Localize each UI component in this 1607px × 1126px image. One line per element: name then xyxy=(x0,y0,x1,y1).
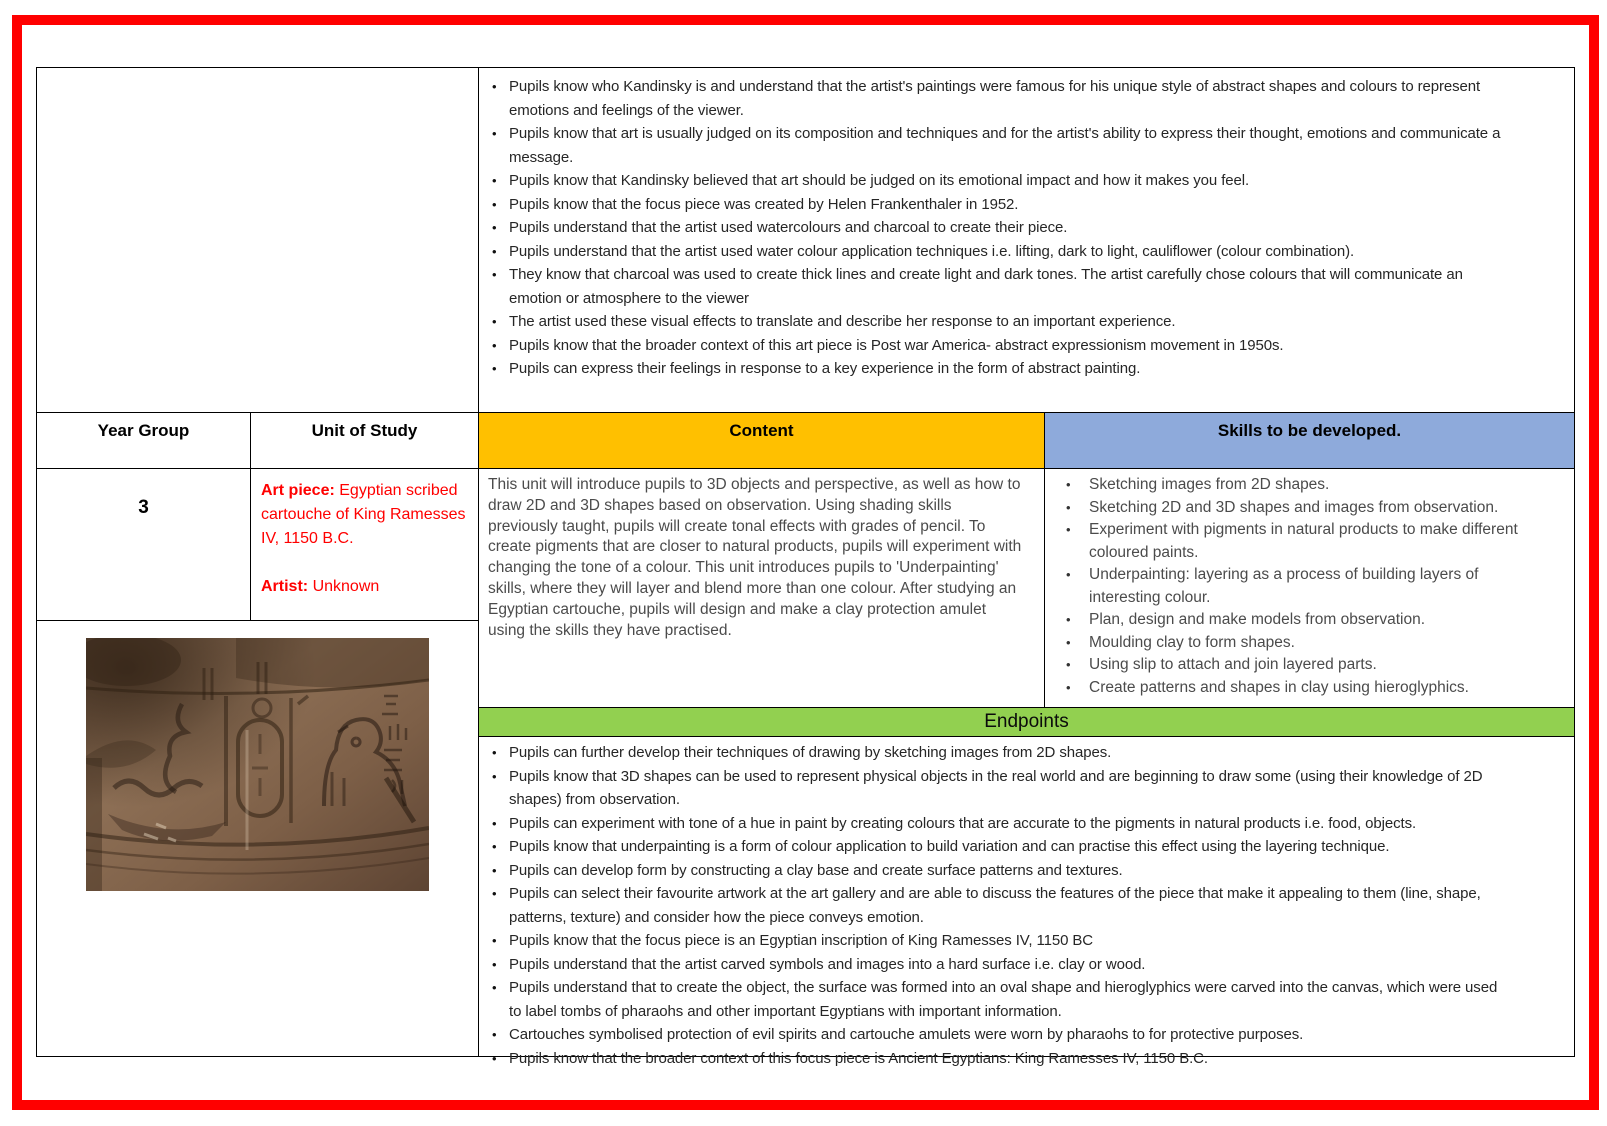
list-item-text: Pupils know that the focus piece is an Egyptian inscription of King Ramesses IV, 1150 BC xyxy=(509,932,1094,949)
list-item-text: They know that charcoal was used to create thick lines and create light and dark tones. The artist carefully chose colours that will communicate an emotion or atmosphere to the viewer xyxy=(509,266,1463,307)
header-skills-label: Skills to be developed. xyxy=(1217,421,1402,440)
list-item xyxy=(479,812,1574,836)
list-item-text: The artist used these visual effects to translate and describe her response to an important experience. xyxy=(509,313,1176,330)
list-item-text: Cartouches symbolised protection of evil spirits and cartouche amulets were worn by pharaohs to for protective purposes. xyxy=(509,1026,1304,1043)
bullet-icon: • xyxy=(1066,657,1071,672)
bullet-icon: • xyxy=(492,173,497,188)
list-item-text: Pupils know that the broader context of this art piece is Post war America- abstract expressionism movement in 1950s. xyxy=(509,336,1284,354)
list-item xyxy=(479,929,1574,953)
header-content-label: Content xyxy=(729,421,794,440)
list-item xyxy=(479,859,1574,883)
content-cell xyxy=(478,468,1045,708)
prior-unit-endpoints-list xyxy=(479,68,1574,381)
bullet-icon: • xyxy=(1066,612,1071,627)
list-item xyxy=(479,216,1574,240)
list-item xyxy=(479,263,1574,310)
skills-cell xyxy=(1044,468,1575,708)
artwork-image-cell xyxy=(36,620,479,1057)
list-item-text: Pupils understand that the artist used watercolours and charcoal to create their piece. xyxy=(509,219,1068,236)
list-item-text: Pupils can develop form by constructing a clay base and create surface patterns and textures. xyxy=(509,861,1123,879)
bullet-icon: • xyxy=(492,933,497,948)
artist-line xyxy=(261,575,472,599)
list-item xyxy=(479,240,1574,264)
content-paragraph: This unit will introduce pupils to 3D objects and perspective, as well as how to draw 2D and 3D shapes based on observation. Using shading skills previously taught, pupils will create tonal effects with grades of pencil. To create pigments that are closer to natural products, pupils will experiment with changing the tone of a colour. This unit introduces pupils to 'Underpainting' skills, where they will layer and blend more than one colour. After studying an Egyptian cartouche, pupils will design and make a clay protection amulet using the skills they have practised. xyxy=(488,476,1022,639)
list-item xyxy=(479,835,1574,859)
list-item-text: Pupils know that underpainting is a form of colour application to build variation and can practise this effect using the layering technique. xyxy=(509,838,1390,855)
bullet-icon: • xyxy=(492,220,497,235)
list-item-text: Experiment with pigments in natural products to make different coloured paints. xyxy=(1089,521,1518,561)
list-item-text: Pupils can express their feelings in response to a key experience in the form of abstract painting. xyxy=(509,360,1141,377)
list-item xyxy=(479,1047,1574,1071)
bullet-icon: • xyxy=(492,361,497,376)
list-item-text: Create patterns and shapes in clay using hieroglyphics. xyxy=(1089,678,1469,696)
endpoints-list xyxy=(479,737,1574,1070)
bullet-icon: • xyxy=(492,980,497,995)
bullet-icon: • xyxy=(492,79,497,94)
bullet-icon: • xyxy=(492,126,497,141)
bullet-icon: • xyxy=(1066,499,1071,515)
bullet-icon: • xyxy=(492,886,497,901)
bullet-icon: • xyxy=(492,243,497,259)
list-item-text: Pupils know that art is usually judged on its composition and techniques and for the artist's ability to express their thought, emotions and communicate a message. xyxy=(509,125,1501,166)
list-item xyxy=(479,75,1574,122)
list-item-text: Pupils know that the focus piece was created by Helen Frankenthaler in 1952. xyxy=(509,195,1019,213)
list-item-text: Pupils know that the broader context of this focus piece is Ancient Egyptians: King Ramesses IV, 1150 B.C. xyxy=(509,1049,1208,1067)
skills-list xyxy=(1045,469,1574,699)
list-item xyxy=(1045,519,1574,564)
bullet-icon: • xyxy=(1066,567,1071,582)
list-item-text: Pupils can select their favourite artwork at the art gallery and are able to discuss the features of the piece that make it appealing to them (line, shape, patterns, texture) and consider how the piece conveys emotion. xyxy=(509,885,1481,926)
artist-text: Unknown xyxy=(312,578,380,595)
header-unit-of-study xyxy=(250,412,479,469)
list-item-text: Underpainting: layering as a process of building layers of interesting colour. xyxy=(1089,566,1479,606)
list-item xyxy=(479,765,1574,812)
list-item-text: Pupils know that 3D shapes can be used to represent physical objects in the real world and are beginning to draw some (using their knowledge of 2D shapes) from observation. xyxy=(509,767,1483,808)
list-item xyxy=(1045,609,1574,632)
endpoints-band xyxy=(478,707,1575,737)
header-unit-of-study-label: Unit of Study xyxy=(311,421,418,440)
curriculum-table xyxy=(36,67,1575,1067)
year-group-value: 3 xyxy=(138,497,149,518)
endpoints-cell xyxy=(478,736,1575,1067)
header-year-group-label: Year Group xyxy=(97,421,190,440)
bullet-icon: • xyxy=(492,815,497,831)
list-item xyxy=(1045,654,1574,677)
bullet-icon: • xyxy=(492,956,497,972)
list-item-text: Pupils understand that to create the object, the surface was formed into an oval shape and hieroglyphics were carved into the canvas, which were used to label tombs of pharaohs and other important Egyptians with important information. xyxy=(509,979,1498,1020)
empty-top-left-cell xyxy=(36,67,479,413)
endpoints-title: Endpoints xyxy=(984,711,1069,732)
bullet-icon: • xyxy=(492,1050,497,1066)
prior-unit-endpoints-cell xyxy=(478,67,1575,413)
list-item xyxy=(1045,474,1574,497)
list-item-text: Plan, design and make models from observation. xyxy=(1089,611,1426,628)
bullet-icon: • xyxy=(1066,679,1071,695)
bullet-icon: • xyxy=(492,862,497,878)
list-item xyxy=(1045,677,1574,700)
bullet-icon: • xyxy=(1066,634,1071,650)
list-item xyxy=(479,976,1574,1023)
list-item-text: Pupils understand that the artist used water colour application techniques i.e. lifting, dark to light, cauliflower (colour combination). xyxy=(509,242,1355,260)
list-item xyxy=(1045,564,1574,609)
list-item xyxy=(479,193,1574,217)
list-item xyxy=(479,310,1574,334)
list-item-text: Pupils understand that the artist carved symbols and images into a hard surface i.e. clay or wood. xyxy=(509,955,1146,973)
list-item-text: Pupils can further develop their techniques of drawing by sketching images from 2D shapes. xyxy=(509,744,1112,761)
list-item xyxy=(479,953,1574,977)
list-item xyxy=(479,334,1574,358)
bullet-icon: • xyxy=(492,839,497,854)
bullet-icon: • xyxy=(1066,522,1071,537)
bullet-icon: • xyxy=(492,1027,497,1042)
list-item xyxy=(1045,632,1574,655)
art-piece-text: Egyptian scribed cartouche of King Ramesses IV, 1150 B.C. xyxy=(261,482,466,547)
bullet-icon: • xyxy=(1066,477,1071,492)
art-piece-label: Art piece: xyxy=(261,482,335,499)
unit-of-study-cell xyxy=(250,468,479,621)
bullet-icon: • xyxy=(492,314,497,329)
list-item-text: Sketching images from 2D shapes. xyxy=(1089,476,1330,493)
bullet-icon: • xyxy=(492,745,497,760)
list-item xyxy=(479,122,1574,169)
list-item-text: Pupils know that Kandinsky believed that art should be judged on its emotional impact and how it makes you feel. xyxy=(509,172,1250,189)
art-piece-line xyxy=(261,479,472,551)
list-item-text: Sketching 2D and 3D shapes and images from observation. xyxy=(1089,498,1499,516)
list-item xyxy=(479,357,1574,381)
egyptian-cartouche-image xyxy=(86,638,429,891)
header-content xyxy=(478,412,1045,469)
bullet-icon: • xyxy=(492,267,497,282)
list-item xyxy=(479,1023,1574,1047)
header-year-group xyxy=(36,412,251,469)
header-skills xyxy=(1044,412,1575,469)
list-item-text: Using slip to attach and join layered parts. xyxy=(1089,656,1377,673)
list-item xyxy=(479,741,1574,765)
list-item xyxy=(1045,497,1574,520)
list-item xyxy=(479,169,1574,193)
bullet-icon: • xyxy=(492,196,497,212)
bullet-icon: • xyxy=(492,768,497,784)
year-group-cell xyxy=(36,468,251,621)
list-item-text: Moulding clay to form shapes. xyxy=(1089,633,1295,651)
list-item xyxy=(479,882,1574,929)
list-item-text: Pupils can experiment with tone of a hue in paint by creating colours that are accurate to the pigments in natural products i.e. food, objects. xyxy=(509,814,1417,832)
list-item-text: Pupils know who Kandinsky is and understand that the artist's paintings were famous for his unique style of abstract shapes and colours to represent emotions and feelings of the viewer. xyxy=(509,78,1481,119)
bullet-icon: • xyxy=(492,337,497,353)
artist-label: Artist: xyxy=(261,578,309,595)
